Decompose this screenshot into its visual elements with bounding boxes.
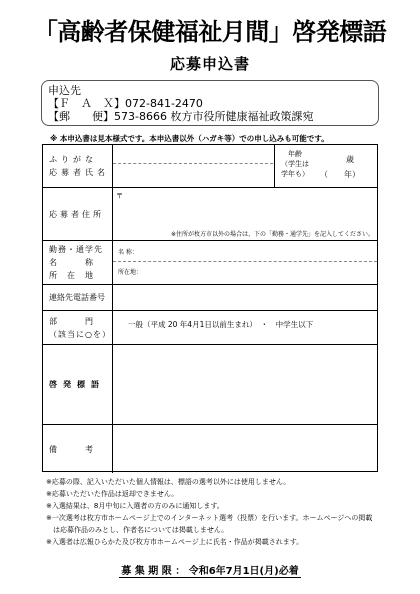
work-name-label: 名 称： xyxy=(118,249,138,256)
fax-label: 【Ｆ Ａ Ｘ】 xyxy=(48,97,125,110)
top-note: ※ 本申込書は見本様式です。本申込書以外（ハガキ等）での申し込みも可能です。 xyxy=(50,134,329,143)
work-label-3: 所 在 地 xyxy=(49,271,94,280)
note-item: ※入選結果は、8月中旬に入選者の方のみに通知します。 xyxy=(46,502,224,510)
work-label xyxy=(43,241,113,284)
mail-label: 【郵 便】 xyxy=(48,110,114,123)
category-options[interactable]: 一般（平成 20 年4月1日以前生まれ） ・ 中学生以下 xyxy=(128,320,314,329)
page-title: 「高齢者保健福祉月間」啓発標語 xyxy=(33,18,387,46)
phone-input[interactable] xyxy=(115,288,375,308)
slogan-label xyxy=(43,345,113,424)
slogan-input[interactable] xyxy=(115,348,375,422)
remarks-label xyxy=(43,425,113,473)
note-item: ※一次選考は枚方市ホームページ上でのインターネット選考（投票）を行います。ホームページへの掲載 xyxy=(46,514,373,522)
contact-heading: 申込先 xyxy=(48,84,81,97)
category-label-2: （該当に○を） xyxy=(49,329,111,339)
category-label xyxy=(43,311,113,344)
slogan-label-text: 啓発標語 xyxy=(49,380,105,389)
address-row xyxy=(43,188,377,241)
age-label-line1: 年齢 xyxy=(288,150,302,158)
bottom-notes xyxy=(46,476,372,548)
applicant-name-label: 応募者氏名 xyxy=(49,168,109,177)
work-label-2: 名 称 xyxy=(49,258,94,267)
phone-row xyxy=(43,285,377,311)
note-item: ※応募の際、記入いただいた個人情報は、標語の選考以外には使用しません。 xyxy=(46,478,291,486)
remarks-input[interactable] xyxy=(115,428,375,468)
name-row xyxy=(43,145,377,188)
work-label-1: 勤務・通学先 xyxy=(49,245,103,254)
address-note: ※住所が枚方市以外の場合は、下の「勤務・通学先」を記入してください。 xyxy=(170,231,374,238)
deadline xyxy=(0,562,420,577)
age-label xyxy=(274,149,316,179)
note-item: は応募作品のみとし、作者名については掲載しません。 xyxy=(46,526,229,534)
age-unit: 歳 xyxy=(346,155,354,164)
postal-mark: 〒 xyxy=(116,192,123,200)
mail-line xyxy=(48,110,378,123)
form-subtitle: 応募申込書 xyxy=(169,55,250,73)
applicant-name-input[interactable] xyxy=(113,164,273,187)
mail-value: 573-8666 枚方市役所健康福祉政策課宛 xyxy=(114,110,314,123)
name-label xyxy=(43,145,113,187)
note-item: ※入選者は広報ひらかた及び枚方市ホームページ上に氏名・作品が掲載されます。 xyxy=(46,538,304,546)
age-label-line2: （学生は xyxy=(281,160,309,168)
grade-unit: （ 年） xyxy=(320,170,360,179)
remarks-row xyxy=(43,425,377,473)
remarks-label-text: 備 考 xyxy=(49,444,94,454)
slogan-row xyxy=(43,345,377,425)
fax-line xyxy=(48,97,378,110)
work-row xyxy=(43,241,377,285)
address-label xyxy=(43,188,113,240)
age-label-line3: 学年も） xyxy=(281,170,309,178)
category-row xyxy=(43,311,377,345)
fax-value: 072-841-2470 xyxy=(125,97,203,110)
note-item: ※応募いただいた作品は返却できません。 xyxy=(46,490,179,498)
application-form xyxy=(42,144,378,472)
category-label-1: 部 門 xyxy=(49,316,94,326)
phone-label xyxy=(43,285,113,310)
age-input[interactable] xyxy=(318,151,343,165)
contact-box xyxy=(41,80,379,126)
work-divider xyxy=(113,261,377,262)
deadline-text: 募 集 期 限 ： 令和6年7月1日(月)必着 xyxy=(121,566,299,577)
phone-label-text: 連絡先電話番号 xyxy=(49,293,105,302)
address-input[interactable] xyxy=(115,200,375,226)
furigana-label: ふりがな xyxy=(49,155,97,164)
work-location-label: 所在地： xyxy=(118,269,143,276)
address-label-text: 応募者住所 xyxy=(49,209,104,219)
